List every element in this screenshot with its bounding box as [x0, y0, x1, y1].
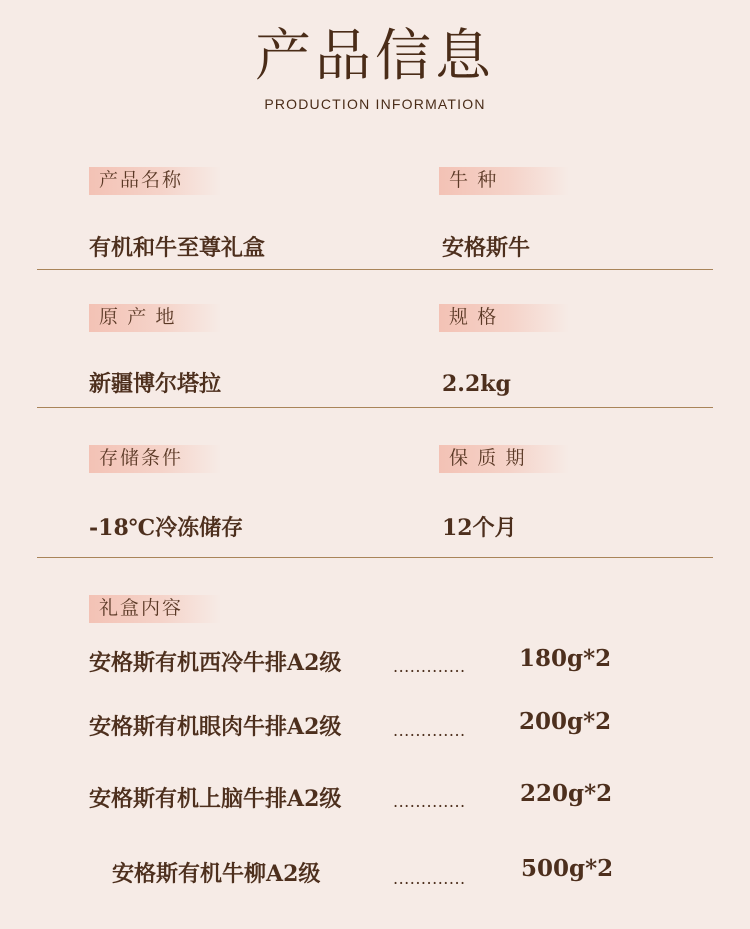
- product-name-label: 产品名称: [89, 167, 221, 195]
- origin-label: 原 产 地: [89, 304, 221, 332]
- divider: [37, 269, 713, 270]
- spec-value: 2.2kg: [442, 371, 511, 397]
- storage-value: -18℃冷冻储存: [89, 515, 244, 541]
- content-item-dots: .............: [393, 721, 466, 740]
- origin-value: 新疆博尔塔拉: [89, 371, 222, 397]
- breed-value: 安格斯牛: [442, 235, 531, 261]
- content-item-name: 安格斯有机上脑牛排A2级: [89, 786, 342, 812]
- divider: [37, 557, 713, 558]
- shelf-life-label: 保 质 期: [439, 445, 569, 473]
- spec-label: 规 格: [439, 304, 569, 332]
- content-item-dots: .............: [393, 792, 466, 811]
- content-item-weight: 500g*2: [521, 855, 614, 882]
- content-item-name: 安格斯有机西冷牛排A2级: [89, 650, 342, 676]
- breed-label: 牛 种: [439, 167, 569, 195]
- content-item-name: 安格斯有机眼肉牛排A2级: [89, 714, 342, 740]
- content-item-dots: .............: [393, 869, 466, 888]
- storage-label: 存储条件: [89, 445, 221, 473]
- content-item-weight: 220g*2: [520, 780, 613, 807]
- divider: [37, 407, 713, 408]
- shelf-life-value: 12个月: [442, 515, 517, 541]
- contents-label: 礼盒内容: [89, 595, 221, 623]
- content-item-weight: 180g*2: [519, 645, 612, 672]
- page-title: 产品信息: [255, 24, 495, 89]
- content-item-dots: .............: [393, 657, 466, 676]
- page-subtitle: PRODUCTION INFORMATION: [264, 96, 486, 112]
- content-item-weight: 200g*2: [519, 708, 612, 735]
- content-item-name: 安格斯有机牛柳A2级: [112, 861, 321, 887]
- product-name-value: 有机和牛至尊礼盒: [89, 235, 266, 261]
